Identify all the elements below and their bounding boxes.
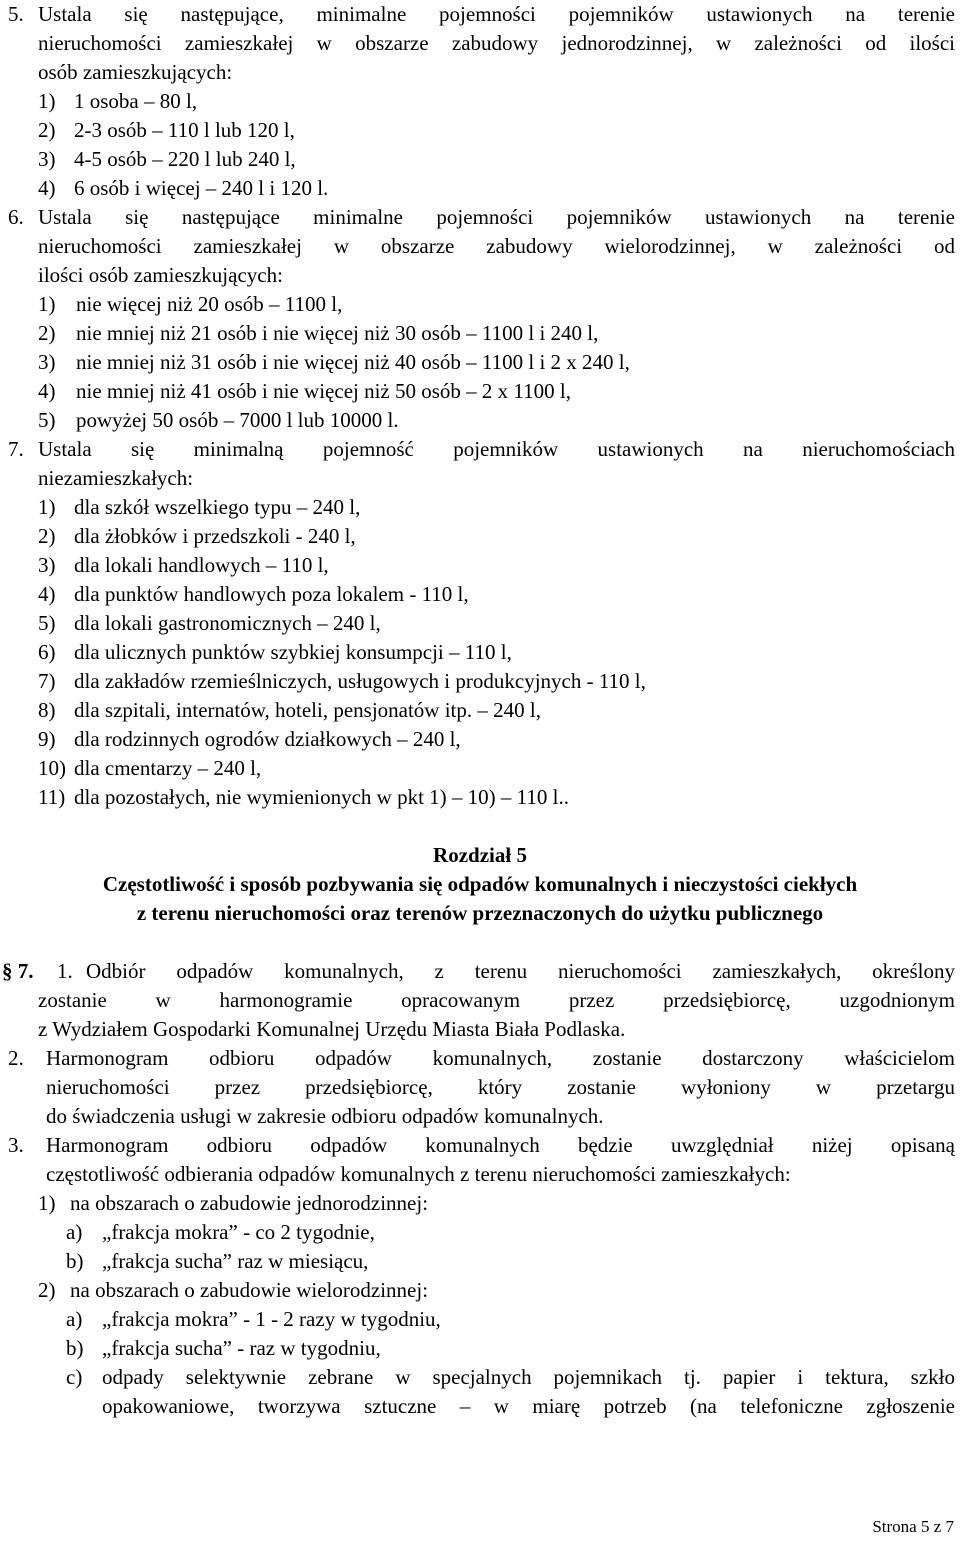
sub-item-letter: c) — [66, 1365, 83, 1389]
list-item-number: 2) — [38, 118, 56, 142]
list-item: dla lokali gastronomicznych – 240 l, — [74, 611, 381, 635]
list-item-number: 2) — [38, 524, 56, 548]
list-item: powyżej 50 osób – 7000 l lub 10000 l. — [76, 408, 399, 432]
list-item: dla ulicznych punktów szybkiej konsumpcji – 110 l, — [74, 640, 512, 664]
list-item-number: 2) — [38, 321, 56, 345]
list-item: dla szkół wszelkiego typu – 240 l, — [74, 495, 361, 519]
list-item: na obszarach o zabudowie jednorodzinnej: — [70, 1191, 429, 1215]
section-number: 6. — [8, 205, 24, 229]
list-item: dla szpitali, internatów, hoteli, pensjonatów itp. – 240 l, — [74, 698, 541, 722]
list-item-number: 3) — [38, 147, 56, 171]
list-item: dla lokali handlowych – 110 l, — [74, 553, 329, 577]
paragraph-text: Harmonogram odbioru odpadów komunalnych, zostanie dostarczony właścicielom — [46, 1046, 955, 1070]
paragraph-text: do świadczenia usługi w zakresie odbioru odpadów komunalnych. — [46, 1104, 604, 1128]
list-item: dla cmentarzy – 240 l, — [74, 756, 262, 780]
section-text: nieruchomości zamieszkałej w obszarze zabudowy wielorodzinnej, w zależności od — [38, 234, 955, 258]
list-item: nie mniej niż 31 osób i nie więcej niż 40 osób – 1100 l i 2 x 240 l, — [76, 350, 630, 374]
chapter-subtitle: z terenu nieruchomości oraz terenów przeznaczonych do użytku publicznego — [136, 901, 824, 925]
sub-item: „frakcja mokra” - 1 - 2 razy w tygodniu, — [102, 1307, 441, 1331]
list-item-number: 1) — [38, 495, 56, 519]
list-item: 6 osób i więcej – 240 l i 120 l. — [74, 176, 329, 200]
list-item-number: 3) — [38, 350, 56, 374]
sub-item: opakowaniowe, tworzywa sztuczne – w miarę potrzeb (na telefoniczne zgłoszenie — [102, 1394, 955, 1418]
paragraph-sign: § 7. — [2, 959, 34, 983]
list-item-number: 1) — [38, 89, 56, 113]
paragraph-text: nieruchomości przez przedsiębiorcę, który zostanie wyłoniony w przetargu — [46, 1075, 955, 1099]
list-item-number: 2) — [38, 1278, 56, 1302]
list-item: 2-3 osób – 110 l lub 120 l, — [74, 118, 295, 142]
page-number: Strona 5 z 7 — [872, 1517, 954, 1536]
list-item: 4-5 osób – 220 l lub 240 l, — [74, 147, 296, 171]
section-text: niezamieszkałych: — [38, 466, 194, 490]
sub-item: odpady selektywnie zebrane w specjalnych pojemnikach tj. papier i tektura, szkło — [102, 1365, 955, 1389]
list-item: dla punktów handlowych poza lokalem - 110 l, — [74, 582, 469, 606]
list-item-number: 8) — [38, 698, 56, 722]
paragraph-text: z Wydziałem Gospodarki Komunalnej Urzędu Miasta Biała Podlaska. — [38, 1017, 626, 1041]
section-text: nieruchomości zamieszkałej w obszarze zabudowy jednorodzinnej, w zależności od ilości — [38, 31, 955, 55]
list-item: nie więcej niż 20 osób – 1100 l, — [76, 292, 343, 316]
list-item: dla zakładów rzemieślniczych, usługowych i produkcyjnych - 110 l, — [74, 669, 646, 693]
section-number: 7. — [8, 437, 24, 461]
list-item-number: 9) — [38, 727, 56, 751]
sub-item-letter: a) — [66, 1307, 83, 1331]
list-item: nie mniej niż 21 osób i nie więcej niż 30 osób – 1100 l i 240 l, — [76, 321, 599, 345]
paragraph-text: częstotliwość odbierania odpadów komunalnych z terenu nieruchomości zamieszkałych: — [46, 1162, 791, 1186]
list-item-number: 6) — [38, 640, 56, 664]
list-item-number: 7) — [38, 669, 56, 693]
list-item-number: 4) — [38, 176, 56, 200]
point-number: 2. — [8, 1046, 24, 1070]
sub-item-letter: a) — [66, 1220, 83, 1244]
list-item: dla pozostałych, nie wymienionych w pkt 1) – 10) – 110 l.. — [74, 785, 569, 809]
list-item-number: 10) — [38, 756, 66, 780]
sub-item: „frakcja sucha” - raz w tygodniu, — [102, 1336, 381, 1360]
list-item-number: 3) — [38, 553, 56, 577]
list-item-number: 5) — [38, 611, 56, 635]
paragraph-text: Harmonogram odbioru odpadów komunalnych będzie uwzględniał niżej opisaną — [46, 1133, 955, 1157]
list-item-number: 4) — [38, 582, 56, 606]
sub-item-letter: b) — [66, 1336, 84, 1360]
sub-item: „frakcja sucha” raz w miesiącu, — [102, 1249, 369, 1273]
section-text: Ustala się następujące minimalne pojemności pojemników ustawionych na terenie — [38, 205, 955, 229]
section-text: osób zamieszkujących: — [38, 60, 233, 84]
sub-item: „frakcja mokra” - co 2 tygodnie, — [102, 1220, 375, 1244]
paragraph-text: zostanie w harmonogramie opracowanym przez przedsiębiorcę, uzgodnionym — [38, 988, 955, 1012]
section-text: ilości osób zamieszkujących: — [38, 263, 283, 287]
sub-item-letter: b) — [66, 1249, 84, 1273]
list-item-number: 5) — [38, 408, 56, 432]
paragraph-text: Odbiór odpadów komunalnych, z terenu nieruchomości zamieszkałych, określony — [86, 959, 955, 983]
list-item-number: 11) — [38, 785, 66, 809]
chapter-title: Rozdział 5 — [433, 843, 527, 867]
list-item-number: 1) — [38, 1191, 56, 1215]
section-text: Ustala się następujące, minimalne pojemności pojemników ustawionych na terenie — [38, 2, 955, 26]
list-item: dla żłobków i przedszkoli - 240 l, — [74, 524, 356, 548]
list-item: 1 osoba – 80 l, — [74, 89, 198, 113]
chapter-subtitle: Częstotliwość i sposób pozbywania się odpadów komunalnych i nieczystości ciekłych — [102, 872, 858, 896]
point-number: 1. — [57, 959, 73, 983]
list-item-number: 1) — [38, 292, 56, 316]
list-item: nie mniej niż 41 osób i nie więcej niż 50 osób – 2 x 1100 l, — [76, 379, 571, 403]
list-item: na obszarach o zabudowie wielorodzinnej: — [70, 1278, 429, 1302]
list-item-number: 4) — [38, 379, 56, 403]
point-number: 3. — [8, 1133, 24, 1157]
section-text: Ustala się minimalną pojemność pojemników ustawionych na nieruchomościach — [38, 437, 955, 461]
list-item: dla rodzinnych ogrodów działkowych – 240 l, — [74, 727, 461, 751]
section-number: 5. — [8, 2, 24, 26]
